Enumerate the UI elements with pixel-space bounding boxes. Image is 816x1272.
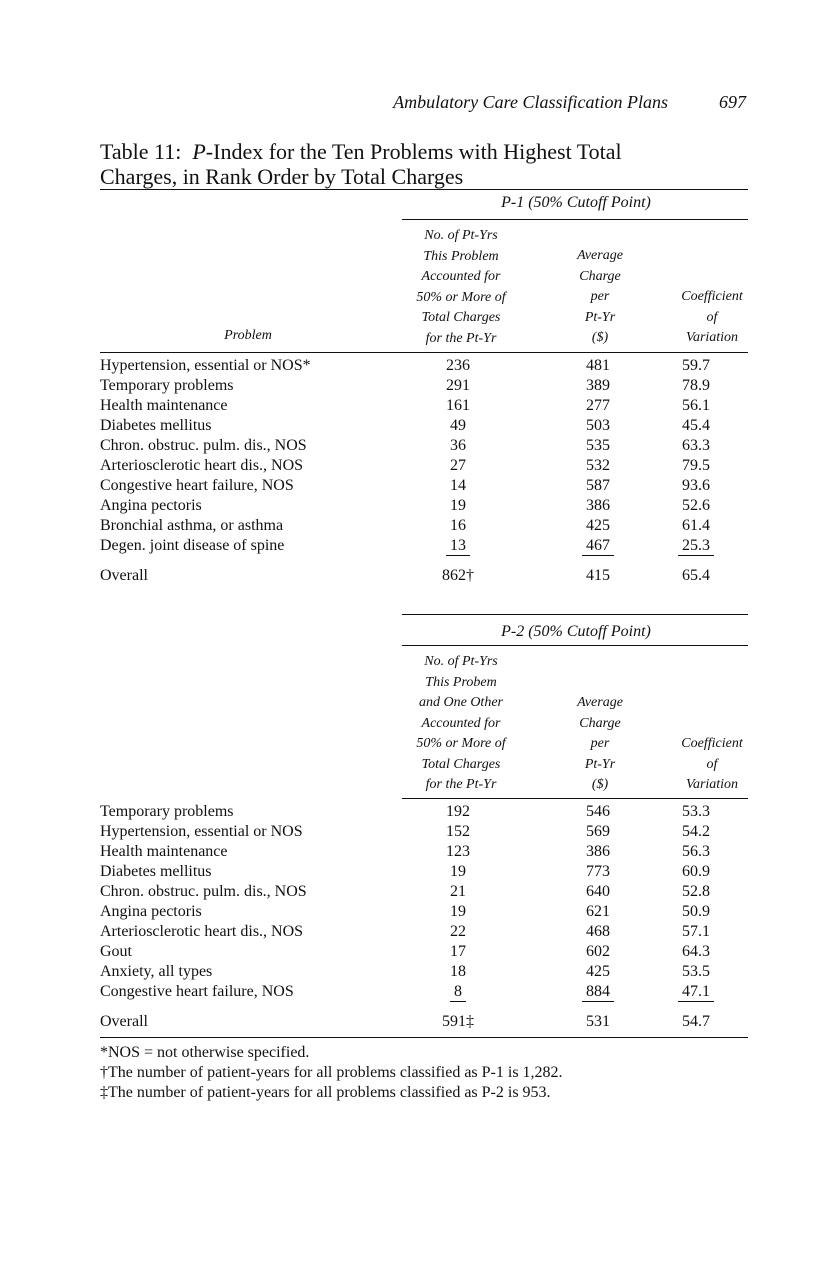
cv-value xyxy=(668,537,724,555)
table-row xyxy=(100,803,750,823)
pt-yrs-value: 152 xyxy=(446,823,470,840)
table-row xyxy=(100,923,750,943)
cv-value: 56.1 xyxy=(682,397,710,414)
table-row xyxy=(100,497,750,517)
cv-value: 93.6 xyxy=(682,477,710,494)
table-row xyxy=(100,457,750,477)
table-title xyxy=(100,139,750,189)
p1-col2-header-line: Average xyxy=(577,248,623,263)
overall-row xyxy=(100,567,750,587)
cv-value: 53.5 xyxy=(682,963,710,980)
p2-col1-header-line: This Probem xyxy=(425,674,497,690)
table-row xyxy=(100,437,750,457)
problem-label: Gout xyxy=(100,943,132,960)
problem-label: Anxiety, all types xyxy=(100,963,213,980)
p1-col1-header-line: for the Pt-Yr xyxy=(425,330,497,346)
cv-value: 45.4 xyxy=(682,417,710,434)
pt-yrs-value: 17 xyxy=(450,943,466,960)
table-row xyxy=(100,843,750,863)
pt-yrs-value: 862† xyxy=(442,567,474,584)
p2-section xyxy=(100,614,750,1044)
page-number: 697 xyxy=(719,92,746,112)
pt-yrs-value: 22 xyxy=(450,923,466,940)
p2-group-rule xyxy=(402,645,748,646)
problem-label: Congestive heart failure, NOS xyxy=(100,983,294,1000)
cv-value: 57.1 xyxy=(682,923,710,940)
overall-label: Overall xyxy=(100,1013,148,1030)
pt-yrs-value: 19 xyxy=(450,903,466,920)
problem-label: Health maintenance xyxy=(100,397,228,414)
pt-yrs-value: 27 xyxy=(450,457,466,474)
footnote: †The number of patient-years for all problems classified as P-1 is 1,282. xyxy=(100,1064,563,1081)
pt-yrs-value: 18 xyxy=(450,963,466,980)
pt-yrs-value xyxy=(430,983,486,1001)
table-row xyxy=(100,397,750,417)
p2-col1-header xyxy=(381,652,541,796)
pt-yrs-value: 236 xyxy=(446,357,470,374)
avg-charge-value: 277 xyxy=(586,397,610,414)
avg-charge-value: 389 xyxy=(586,377,610,394)
cv-value: 65.4 xyxy=(682,567,710,584)
pt-yrs-value: 161 xyxy=(446,397,470,414)
avg-charge-value: 503 xyxy=(586,417,610,434)
p1-col2-header-line: Charge xyxy=(579,268,621,284)
table-title-italic: P xyxy=(192,139,206,164)
cv-value: 52.8 xyxy=(682,883,710,900)
problem-label: Arteriosclerotic heart dis., NOS xyxy=(100,457,304,474)
avg-charge-value: 569 xyxy=(586,823,610,840)
p2-col3-header-line: of xyxy=(706,756,718,772)
avg-charge-value: 531 xyxy=(586,1013,610,1030)
p2-group-header: P-2 (50% Cutoff Point) xyxy=(501,623,651,640)
problem-label: Chron. obstruc. pulm. dis., NOS xyxy=(100,883,307,900)
problem-label: Congestive heart failure, NOS xyxy=(100,477,294,494)
problem-label: Angina pectoris xyxy=(100,903,202,920)
p1-group-rule xyxy=(402,219,748,220)
p2-col1-header-line: 50% or More of xyxy=(416,736,506,751)
p2-col2-header-line: Charge xyxy=(579,715,621,731)
avg-charge-value: 602 xyxy=(586,943,610,960)
avg-charge-value: 468 xyxy=(586,923,610,940)
problem-label: Arteriosclerotic heart dis., NOS xyxy=(100,923,304,940)
pt-yrs-value: 123 xyxy=(446,843,470,860)
cv-value: 56.3 xyxy=(682,843,710,860)
table-title-line-1 xyxy=(100,139,750,164)
avg-charge-value: 425 xyxy=(586,517,610,534)
p2-col3-header-line: Coefficient xyxy=(681,736,743,751)
cv-value xyxy=(668,983,724,1001)
pt-yrs-value: 192 xyxy=(446,803,470,820)
avg-charge-value: 425 xyxy=(586,963,610,980)
problem-label: Bronchial asthma, or asthma xyxy=(100,517,284,534)
table-row xyxy=(100,903,750,923)
p1-col3-header-line: Variation xyxy=(685,330,739,345)
p1-col2-header-line: per xyxy=(590,289,610,304)
cv-value: 61.4 xyxy=(682,517,710,534)
running-title: Ambulatory Care Classification Plans xyxy=(393,92,668,112)
footnote: ‡The number of patient-years for all problems classified as P-2 is 953. xyxy=(100,1084,551,1101)
p1-col1-header-line: This Problem xyxy=(423,248,499,264)
cv-value: 60.9 xyxy=(682,863,710,880)
table-row xyxy=(100,517,750,537)
pt-yrs-value: 14 xyxy=(450,477,466,494)
pt-yrs-value: 591‡ xyxy=(442,1013,474,1030)
cv-value-text: 47.1 xyxy=(678,983,714,1002)
cv-value: 53.3 xyxy=(682,803,710,820)
avg-charge-value: 621 xyxy=(586,903,610,920)
problem-label: Diabetes mellitus xyxy=(100,863,212,880)
avg-charge-value: 546 xyxy=(586,803,610,820)
p2-col2-header-line: ($) xyxy=(591,777,609,792)
p1-col1-header-line: Accounted for xyxy=(421,269,501,284)
pt-yrs-value: 19 xyxy=(450,497,466,514)
cv-value: 52.6 xyxy=(682,497,710,514)
cv-value: 78.9 xyxy=(682,377,710,394)
problem-label: Temporary problems xyxy=(100,377,234,394)
p1-col2-header-line: Pt-Yr xyxy=(584,309,616,325)
problem-label: Chron. obstruc. pulm. dis., NOS xyxy=(100,437,307,454)
overall-row xyxy=(100,1013,750,1033)
p2-header-rule xyxy=(402,798,748,799)
table-row xyxy=(100,417,750,437)
p2-col1-header-line: No. of Pt-Yrs xyxy=(424,654,498,669)
cv-value: 64.3 xyxy=(682,943,710,960)
table-title-rest: -Index for the Ten Problems with Highest Total xyxy=(205,139,622,164)
problem-label: Angina pectoris xyxy=(100,497,202,514)
cv-value: 79.5 xyxy=(682,457,710,474)
pt-yrs-value: 36 xyxy=(450,437,466,454)
table-row xyxy=(100,823,750,843)
problem-label: Health maintenance xyxy=(100,843,228,860)
table-row xyxy=(100,377,750,397)
pt-yrs-value-text: 13 xyxy=(446,537,470,556)
p1-col3-header-line: of xyxy=(706,309,718,325)
table-row xyxy=(100,537,750,557)
cv-value: 54.7 xyxy=(682,1013,710,1030)
p1-problem-header: Problem xyxy=(224,328,272,343)
p1-group-header: P-1 (50% Cutoff Point) xyxy=(501,194,651,211)
avg-charge-value xyxy=(570,983,626,1001)
table-row xyxy=(100,983,750,1003)
p2-col3-header-line: Variation xyxy=(685,777,739,792)
avg-charge-value: 587 xyxy=(586,477,610,494)
p1-col1-header xyxy=(381,226,541,349)
table-row xyxy=(100,357,750,377)
table-title-line-2: Charges, in Rank Order by Total Charges xyxy=(100,164,464,189)
avg-charge-value: 532 xyxy=(586,457,610,474)
problem-label: Hypertension, essential or NOS xyxy=(100,823,303,840)
avg-charge-value: 640 xyxy=(586,883,610,900)
pt-yrs-value: 49 xyxy=(450,417,466,434)
p1-section xyxy=(100,189,750,609)
p1-col1-header-line: No. of Pt-Yrs xyxy=(424,228,498,243)
avg-charge-value-text: 467 xyxy=(582,537,614,556)
p2-col2-header-line: per xyxy=(590,736,610,751)
p2-col2-header-line: Average xyxy=(577,695,623,710)
avg-charge-value xyxy=(570,537,626,555)
table-row xyxy=(100,963,750,983)
pt-yrs-value-text: 8 xyxy=(450,983,466,1002)
footnote: *NOS = not otherwise specified. xyxy=(100,1044,310,1061)
p2-col3-header xyxy=(638,734,786,796)
p1-col1-header-line: Total Charges xyxy=(421,310,501,325)
p1-col3-header xyxy=(638,287,786,349)
cv-value: 59.7 xyxy=(682,357,710,374)
p1-col1-header-line: 50% or More of xyxy=(416,289,506,305)
avg-charge-value: 386 xyxy=(586,497,610,514)
pt-yrs-value: 21 xyxy=(450,883,466,900)
avg-charge-value: 535 xyxy=(586,437,610,454)
table-row xyxy=(100,943,750,963)
avg-charge-value: 773 xyxy=(586,863,610,880)
table-row xyxy=(100,883,750,903)
p1-col2-header-line: ($) xyxy=(591,330,609,345)
cv-value-text: 25.3 xyxy=(678,537,714,556)
table-row xyxy=(100,477,750,497)
table-row xyxy=(100,863,750,883)
p2-col2-header-line: Pt-Yr xyxy=(584,756,616,772)
problem-label: Temporary problems xyxy=(100,803,234,820)
pt-yrs-value xyxy=(430,537,486,555)
pt-yrs-value: 291 xyxy=(446,377,470,394)
p2-col1-header-line: Accounted for xyxy=(421,715,501,731)
p1-col3-header-line: Coefficient xyxy=(681,289,743,304)
cv-value: 50.9 xyxy=(682,903,710,920)
p1-header-rule xyxy=(100,352,748,353)
pt-yrs-value: 19 xyxy=(450,863,466,880)
avg-charge-value: 481 xyxy=(586,357,610,374)
avg-charge-value: 415 xyxy=(586,567,610,584)
problem-label: Degen. joint disease of spine xyxy=(100,537,285,554)
pt-yrs-value: 16 xyxy=(450,517,466,534)
problem-label: Hypertension, essential or NOS* xyxy=(100,357,311,374)
running-head xyxy=(100,92,748,116)
p2-col1-header-line: and One Other xyxy=(419,695,503,710)
overall-label: Overall xyxy=(100,567,148,584)
p2-col1-header-line: for the Pt-Yr xyxy=(425,777,497,792)
p2-col1-header-line: Total Charges xyxy=(421,756,501,772)
table-bottom-rule xyxy=(100,1037,748,1038)
cv-value: 63.3 xyxy=(682,437,710,454)
avg-charge-value-text: 884 xyxy=(582,983,614,1002)
table-label: Table 11: xyxy=(100,139,182,164)
cv-value: 54.2 xyxy=(682,823,710,840)
avg-charge-value: 386 xyxy=(586,843,610,860)
footnotes xyxy=(100,1043,750,1103)
problem-label: Diabetes mellitus xyxy=(100,417,212,434)
